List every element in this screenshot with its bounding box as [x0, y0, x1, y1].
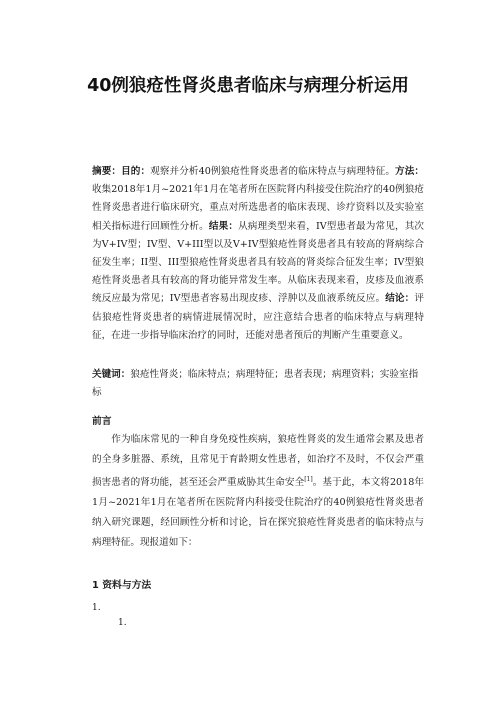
- intro-text-2: 。基于此，本文将2018年1月~2021年1月在笔者所在医院肾内科接受住院治疗的40例狼疮性肾炎患者纳入研究课题，经回顾性分析和讨论，旨在探究狼疮性肾炎患者的临床特点与病理特征。现报道如下：: [92, 477, 425, 549]
- intro-paragraph: [92, 430, 424, 553]
- purpose-label: 目的：: [121, 166, 151, 177]
- conclusion-label: 结论：: [385, 293, 415, 305]
- result-label: 结果：: [208, 220, 239, 232]
- intro-heading: 前言: [92, 416, 112, 427]
- subsubsection-number: 1.: [118, 618, 127, 628]
- method-label: 方法：: [395, 166, 425, 177]
- conclusion-text: 评估狼疮性肾炎患者的病情进展情况时，应注意结合患者的临床特点与病理特征，在进一步指导临床治疗的同时，还能对患者预后的判断产生重要意义。: [92, 293, 425, 341]
- subsection-number: 1.: [92, 603, 101, 613]
- result-text: 从病理类型来看，IV型患者最为常见，其次为V+IV型；IV型、V+III型以及V+IV型狼疮性肾炎患者具有较高的肾病综合征发生率；II型、III型狼疮性肾炎患者具有较高的肾炎综合征发生率；IV型狼疮性肾炎患者具有较高的肾功能异常发生率。从临床表现来看，皮疹及血液系统反应最为常见；IV型患者容易出现皮疹、浮肿以及血液系统反应。: [92, 220, 425, 305]
- purpose-text: 观察并分析40例狼疮性肾炎患者的临床特点与病理特征。: [150, 166, 396, 177]
- abstract: [92, 163, 424, 345]
- reference-mark: [1]: [304, 476, 313, 483]
- intro-text-1: 作为临床常见的一种自身免疫性疾病，狼疮性肾炎的发生通常会累及患者的全身多脏器、系统，且常见于育龄期女性患者，如治疗不及时，不仅会严重损害患者的肾功能，甚至还会严重威胁其生命安全: [92, 434, 424, 489]
- paper-title: 40例狼疮性肾炎患者临床与病理分析运用: [87, 76, 409, 96]
- keywords-label: 关键词：: [92, 369, 131, 380]
- section-heading-methods: 1 资料与方法: [92, 580, 152, 591]
- method-text: 收集2018年1月~2021年1月在笔者所在医院肾内科接受住院治疗的40例狼疮性肾炎患者进行临床研究，重点对所选患者的临床表现、诊疗资料以及实验室相关指标进行回顾性分析。: [92, 184, 424, 232]
- abstract-label: 摘要：: [92, 166, 122, 177]
- keywords: [92, 366, 424, 402]
- keywords-text: 狼疮性肾炎；临床特点；病理特征；患者表现；病理资料；实验室指标: [92, 369, 419, 399]
